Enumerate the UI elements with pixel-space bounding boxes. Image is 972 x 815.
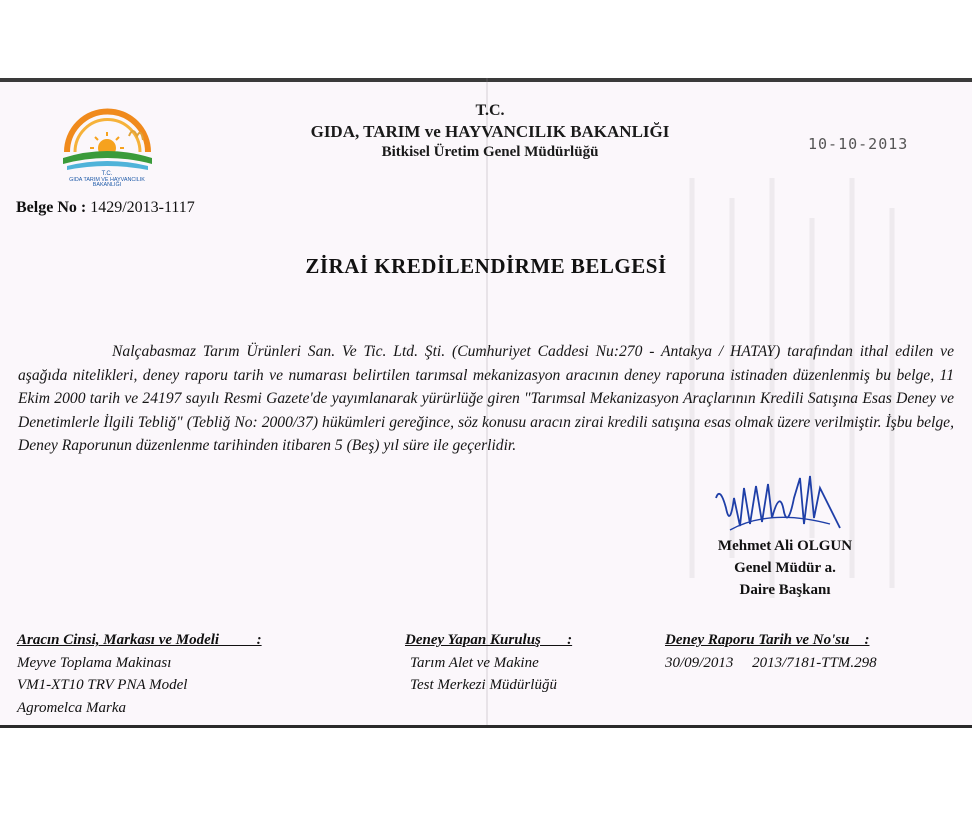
document-number	[16, 199, 195, 217]
vehicle-type: Meyve Toplama Makinası	[17, 654, 172, 671]
vehicle-model: VM1-XT10 TRV PNA Model	[17, 677, 188, 693]
logo-text-line2: GIDA TARIM VE HAYVANCILIK	[69, 177, 145, 183]
header-directorate: Bitkisel Üretim Genel Müdürlüğü	[381, 144, 599, 160]
date-stamp: 10-10-2013	[808, 135, 909, 153]
logo-text-line1: T.C.	[101, 171, 113, 177]
header-ministry-name: GIDA, TARIM ve HAYVANCILIK BAKANLIĞI	[310, 122, 670, 141]
testing-institution-line2: Test Merkezi Müdürlüğü	[410, 677, 557, 693]
test-report-header: Deney Raporu Tarih ve No'su :	[665, 632, 870, 648]
ministry-header	[280, 100, 700, 163]
testing-institution-header: Deney Yapan Kuruluş :	[405, 632, 573, 648]
testing-institution-line1: Tarım Alet ve Makine	[410, 654, 539, 671]
body-paragraph: Nalçabasmaz Tarım Ürünleri San. Ve Tic. Ltd. Şti. (Cumhuriyet Caddesi Nu:270 - Antakya / HATAY) tarafından ithal edilen ve aşağıda nitelikleri, deney raporu tarih ve numarası belirtilen tarımsal mekanizasyon aracının deney raporuna istinaden düzenlenmiş bu belge, 11 Ekim 2000 tarih ve 24197 sayılı Resmi Gazete'de yayımlanarak yürürlüğe giren "Tarımsal Mekanizasyon Araçlarının Kredili Satışına Esas Deney ve Denetimlerle İlgili Tebliğ" (Tebliğ No: 2000/37) hükümleri gereğince, söz konusu aracın zirai kredili satışına esas olmak üzere verilmiştir. İşbu belge, Deney Raporunun düzenlenme tarihinden itibaren 5 (Beş) yıl süre ile geçerlidir.	[18, 343, 954, 454]
signatory-role: Genel Müdür a.	[734, 560, 836, 576]
vehicle-info-header: Aracın Cinsi, Markası ve Modeli :	[17, 632, 262, 648]
vehicle-info-column	[17, 629, 262, 719]
signatory-name: Mehmet Ali OLGUN	[717, 538, 853, 554]
document-number-label: Belge No :	[16, 199, 87, 216]
vehicle-brand: Agromelca Marka	[17, 699, 126, 716]
signatory-block	[692, 535, 878, 601]
test-report-column	[665, 629, 877, 674]
certificate-document	[0, 78, 972, 728]
header-line1: T.C.	[475, 102, 505, 119]
document-title: ZİRAİ KREDİLENDİRME BELGESİ	[305, 254, 667, 278]
document-number-value: 1429/2013-1117	[90, 199, 195, 216]
scan-edge-bottom	[0, 725, 972, 728]
ministry-logo	[55, 106, 160, 186]
signatory-title: Daire Başkanı	[739, 582, 831, 598]
test-report-date-number: 30/09/2013 2013/7181-TTM.298	[665, 654, 877, 671]
logo-text-line3: BAKANLIĞI	[92, 182, 122, 186]
testing-institution-column	[405, 629, 572, 697]
